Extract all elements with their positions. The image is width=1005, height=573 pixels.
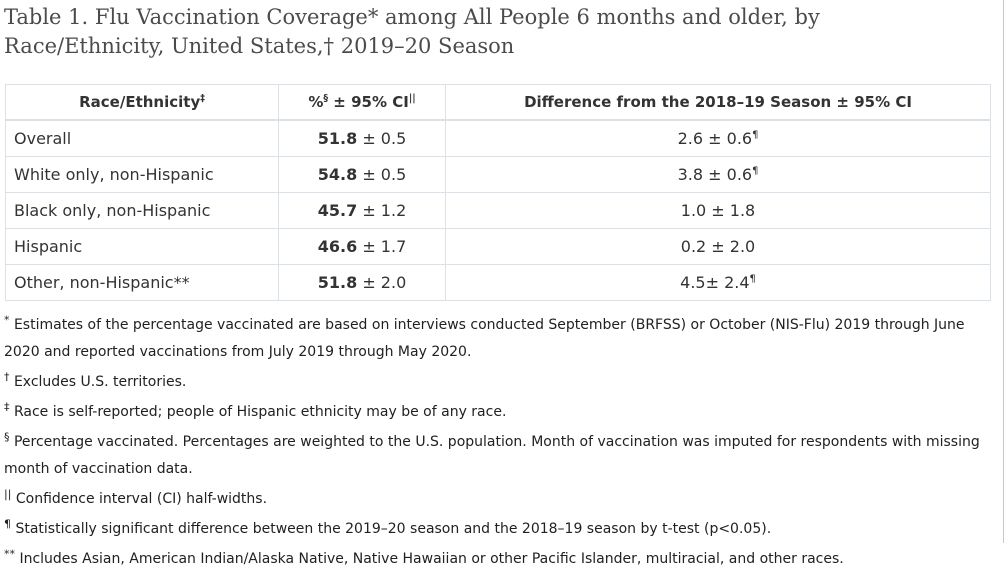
footnote-race-self-reported <box>4 399 996 426</box>
cell-percent-ci <box>279 193 446 229</box>
content-right-border <box>1003 0 1004 543</box>
footnote-other-races <box>4 546 996 573</box>
cell-percent-ci <box>279 157 446 193</box>
cell-percent-ci <box>279 120 446 157</box>
page-title-line2: Race/Ethnicity, United States,† 2019–20 Season <box>4 34 515 58</box>
cell-percent-ci <box>279 229 446 265</box>
footnote-marker: ** <box>4 547 15 561</box>
footnote-significance <box>4 516 996 543</box>
footnotes <box>4 312 996 573</box>
significance-marker: ¶ <box>749 273 756 285</box>
footnote-marker: || <box>4 487 12 501</box>
table-row-other-non-hispanic <box>6 265 991 301</box>
pct-header-text2: ± 95% CI <box>328 93 409 111</box>
diff-header-text: Difference from the 2018–19 Season ± 95% CI <box>524 93 912 111</box>
difference-value: 0.2 ± 2.0 <box>680 237 756 256</box>
ci-value: ± 0.5 <box>362 165 407 184</box>
pct-header-text1: % <box>308 93 324 111</box>
footnote-marker: * <box>4 313 10 327</box>
footnote-territories <box>4 369 996 396</box>
percent-value: 51.8 <box>317 273 358 292</box>
cell-difference <box>446 193 991 229</box>
footnote-marker: † <box>4 370 10 384</box>
table-header-row <box>6 85 991 121</box>
footnote-estimates <box>4 312 996 366</box>
percent-value: 51.8 <box>317 129 358 148</box>
column-header-race-ethnicity <box>6 85 279 121</box>
table-row-overall <box>6 120 991 157</box>
footnote-percentage-weighted <box>4 429 996 483</box>
page-title <box>0 0 1005 61</box>
footnote-marker: ‡ <box>4 400 10 414</box>
ci-value: ± 2.0 <box>362 273 407 292</box>
footnote-text: Excludes U.S. territories. <box>13 374 187 390</box>
cell-race: Overall <box>6 120 279 157</box>
cell-difference <box>446 120 991 157</box>
vaccination-coverage-table <box>5 84 991 301</box>
difference-value: 2.6 ± 0.6 <box>677 129 753 148</box>
footnote-confidence-interval <box>4 486 996 513</box>
page-title-line1: Table 1. Flu Vaccination Coverage* among All People 6 months and older, by <box>4 5 820 29</box>
pct-header-footnote-marker1: § <box>323 93 329 104</box>
significance-marker: ¶ <box>752 129 759 141</box>
footnote-text: Percentage vaccinated. Percentages are weighted to the U.S. population. Month of vaccination was imputed for respondents with missing month of vaccination data. <box>4 434 980 477</box>
footnote-text: Estimates of the percentage vaccinated are based on interviews conducted September (BRFSS) or October (NIS-Flu) 2019 through June 2020 and reported vaccinations from July 2019 through May 2020. <box>4 317 965 360</box>
table-row-white-non-hispanic <box>6 157 991 193</box>
difference-value: 3.8 ± 0.6 <box>677 165 753 184</box>
significance-marker: ¶ <box>752 165 759 177</box>
column-header-difference <box>446 85 991 121</box>
cell-percent-ci <box>279 265 446 301</box>
footnote-text: Statistically significant difference between the 2019–20 season and the 2018–19 season by t-test (p<0.05). <box>15 521 772 537</box>
column-header-race-text: Race/Ethnicity <box>79 93 201 111</box>
difference-value: 1.0 ± 1.8 <box>680 201 756 220</box>
cell-race: Black only, non-Hispanic <box>6 193 279 229</box>
table-row-hispanic <box>6 229 991 265</box>
cell-difference <box>446 157 991 193</box>
footnote-marker: § <box>4 430 10 444</box>
column-header-percent-ci <box>279 85 446 121</box>
footnote-text: Race is self-reported; people of Hispanic ethnicity may be of any race. <box>13 404 507 420</box>
percent-value: 45.7 <box>317 201 358 220</box>
pct-header-footnote-marker2: || <box>408 93 416 104</box>
difference-value: 4.5± 2.4 <box>680 273 750 292</box>
percent-value: 54.8 <box>317 165 358 184</box>
ci-value: ± 1.7 <box>362 237 407 256</box>
footnote-text: Includes Asian, American Indian/Alaska Native, Native Hawaiian or other Pacific Islander, multiracial, and other races. <box>19 551 844 567</box>
race-header-footnote-marker: ‡ <box>200 93 205 104</box>
ci-value: ± 1.2 <box>362 201 407 220</box>
footnote-text: Confidence interval (CI) half-widths. <box>15 491 268 507</box>
cell-race: White only, non-Hispanic <box>6 157 279 193</box>
cell-difference <box>446 265 991 301</box>
table-row-black-non-hispanic <box>6 193 991 229</box>
cell-race: Other, non-Hispanic** <box>6 265 279 301</box>
percent-value: 46.6 <box>317 237 358 256</box>
footnote-marker: ¶ <box>4 517 11 531</box>
ci-value: ± 0.5 <box>362 129 407 148</box>
cell-difference <box>446 229 991 265</box>
cell-race: Hispanic <box>6 229 279 265</box>
